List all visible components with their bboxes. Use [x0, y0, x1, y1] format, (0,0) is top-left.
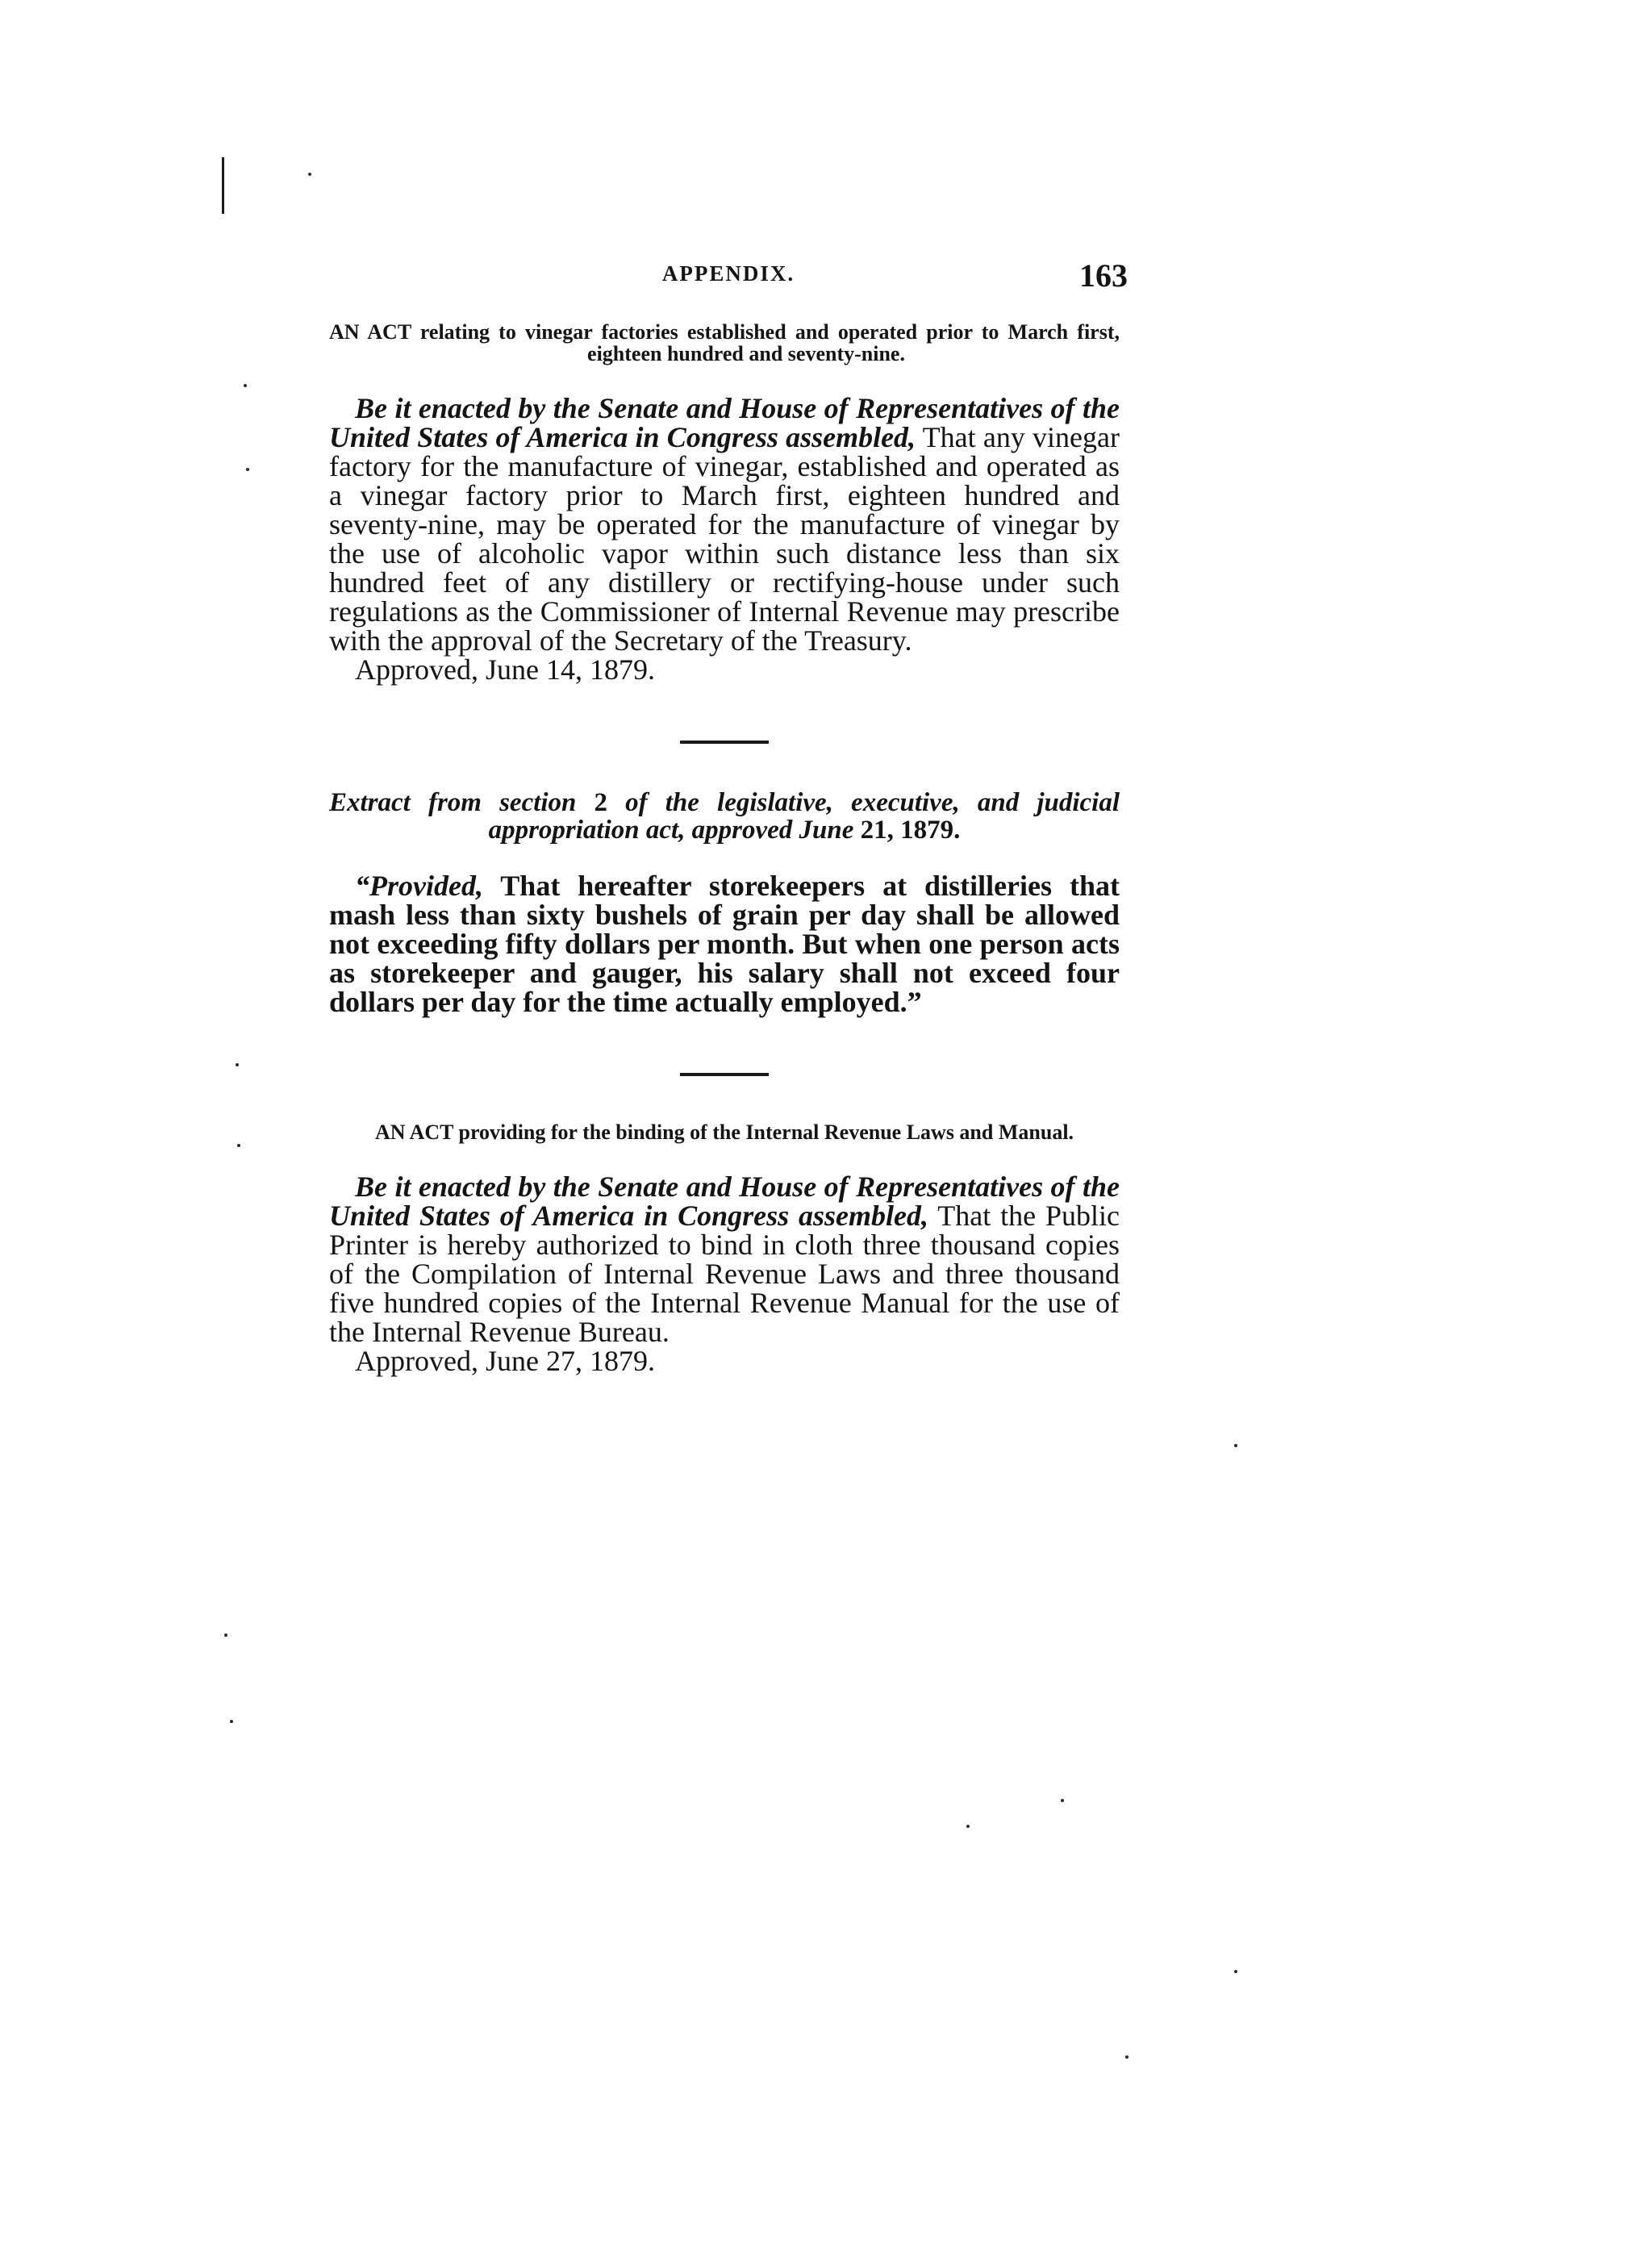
- quote-lead: “Provided,: [355, 870, 483, 902]
- approval-date: Approved, June 27, 1879.: [355, 1345, 655, 1377]
- act-title: AN ACT relating to vinegar factories established and operated prior to March first, eighteen hundred and seventy-nine.: [329, 320, 1120, 365]
- extract-quote: [329, 871, 1120, 1016]
- section-divider: [680, 1073, 769, 1076]
- act-body: [329, 394, 1120, 655]
- scan-speck: [308, 173, 311, 176]
- scan-speck: [1234, 1970, 1237, 1973]
- scan-speck: [1234, 1444, 1237, 1447]
- text-column: [329, 321, 1120, 1375]
- act-body-text: That any vinegar factory for the manufacture of vinegar, established and operated as a vinegar factory prior to March first, eighteen hundred and seventy-nine, may be operated for the manufacture of vinegar by the use of alcoholic vapor within such distance less than six hundred feet of any distillery or rectifying-house under such regulations as the Commissioner of Internal Revenue may prescribe with the approval of the Secretary of the Treasury.: [329, 421, 1120, 657]
- extract-title-part: of the legislative, executive, and judicial appropriation act, approved June: [488, 788, 1120, 845]
- approval-date: Approved, June 14, 1879.: [355, 653, 655, 686]
- extract-date: 21, 1879.: [860, 816, 961, 845]
- scan-speck: [237, 1144, 240, 1147]
- scan-speck: [1125, 2055, 1128, 2059]
- scan-speck: [1061, 1799, 1064, 1802]
- page-number: 163: [1079, 257, 1128, 294]
- scan-speck: [244, 384, 247, 387]
- enacting-clause: Be it enacted by the Senate and House of Representatives of the United States of America in Congress assembled,: [329, 392, 1120, 453]
- extract-appropriation-act: [329, 789, 1120, 1016]
- extract-title-part: Extract from section: [329, 788, 577, 817]
- extract-section-number: 2: [594, 788, 608, 817]
- scan-speck: [246, 468, 249, 471]
- act-vinegar-factories: [329, 321, 1120, 684]
- act-title: AN ACT providing for the binding of the Internal Revenue Laws and Manual.: [374, 1120, 1074, 1144]
- scan-speck: [230, 1720, 233, 1723]
- scan-edge-mark: [222, 157, 224, 214]
- scan-speck: [224, 1634, 227, 1637]
- scan-speck: [966, 1825, 970, 1828]
- scan-speck: [236, 1063, 239, 1066]
- extract-title: [329, 789, 1120, 844]
- running-head: APPENDIX.: [661, 261, 795, 286]
- section-divider: [680, 741, 769, 744]
- page-header: [329, 257, 1128, 305]
- act-body: [329, 1172, 1120, 1346]
- enacting-clause: Be it enacted by the Senate and House of Representatives of the United States of America in Congress assembled,: [329, 1170, 1120, 1232]
- quote-body: That hereafter storekeepers at distilleries that mash less than sixty bushels of grain per day shall be allowed not exceeding fifty dollars per month. But when one person acts as storekeeper and gauger, his salary shall not exceed four dollars per day for the time actually employed.”: [329, 870, 1120, 1018]
- act-body-text: That the Public Printer is hereby authorized to bind in cloth three thousand copies of the Compilation of Internal Revenue Laws and three thousand five hundred copies of the Internal Revenue Manual for the use of the Internal Revenue Bureau.: [329, 1200, 1120, 1348]
- act-binding-revenue-laws: [329, 1121, 1120, 1375]
